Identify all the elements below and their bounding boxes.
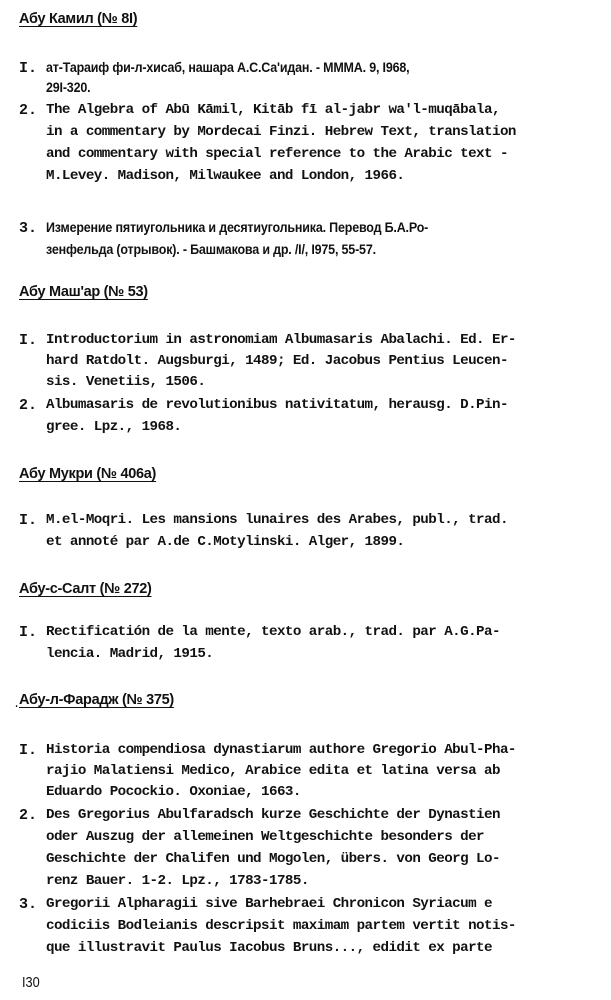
section-heading: Абу Камил (№ 8I) xyxy=(19,11,138,27)
entry-line: M.el-Moqri. Les mansions lunaires des Arabes, publ., trad. xyxy=(46,512,508,528)
entry-line: codiciis Bodleianis descripsit maximam partem vertit notis- xyxy=(46,918,516,934)
entry-number: I. xyxy=(19,332,38,349)
section-heading: Абу Маш'ар (№ 53) xyxy=(19,284,148,300)
entry-line: Albumasaris de revolutionibus nativitatum, herausg. D.Pin- xyxy=(46,397,508,413)
entry-line: Rectificatión de la mente, texto arab., trad. par A.G.Pa- xyxy=(46,624,500,640)
entry-line: Geschichte der Chalifen und Mogolen, übers. von Georg Lo- xyxy=(46,851,500,867)
stray-mark: . xyxy=(13,697,21,711)
entry-number: 2. xyxy=(19,397,38,414)
entry-line: Gregorii Alpharagii sive Barhebraei Chronicon Syriacum e xyxy=(46,896,492,912)
entry-line: in a commentary by Mordecai Finzi. Hebrew Text, translation xyxy=(46,124,516,140)
section-heading: Абу-с-Салт (№ 272) xyxy=(19,581,152,597)
entry-line: gree. Lpz., 1968. xyxy=(46,419,182,435)
entry-line: The Algebra of Abū Kāmil, Kitāb fī al-jabr wa'l-muqābala, xyxy=(46,102,500,118)
entry-line: que illustravit Paulus Iacobus Bruns..., edidit ex parte xyxy=(46,940,492,956)
entry-line: Introductorium in astronomiam Albumasaris Abalachi. Ed. Er- xyxy=(46,332,516,348)
entry-line: and commentary with special reference to the Arabic text - xyxy=(46,146,508,162)
entry-line: sis. Venetiis, 1506. xyxy=(46,374,206,390)
page-number: I30 xyxy=(22,974,40,991)
entry-line: rajio Malatiensi Medico, Arabice edita et latina versa ab xyxy=(46,763,500,779)
entry-line: Historia compendiosa dynastiarum authore Gregorio Abul-Pha- xyxy=(46,742,516,758)
section-heading: Абу Мукри (№ 406а) xyxy=(19,466,157,482)
entry-number: I. xyxy=(19,60,38,77)
entry-line: 29I-320. xyxy=(46,80,91,96)
entry-line: et annoté par A.de C.Motylinski. Alger, 1899. xyxy=(46,534,405,550)
entry-line: lencia. Madrid, 1915. xyxy=(46,646,214,662)
entry-number: 2. xyxy=(19,807,38,824)
section-heading: Абу-л-Фарадж (№ 375) xyxy=(19,692,174,708)
entry-line: Des Gregorius Abulfaradsch kurze Geschichte der Dynastien xyxy=(46,807,500,823)
entry-number: I. xyxy=(19,512,38,529)
entry-number: I. xyxy=(19,742,38,759)
entry-number: I. xyxy=(19,624,38,641)
entry-line: Измерение пятиугольника и десятиугольника. Перевод Б.А.Ро- xyxy=(46,220,429,236)
entry-line: renz Bauer. 1-2. Lpz., 1783-1785. xyxy=(46,873,309,889)
entry-line: oder Auszug der allemeinen Weltgeschichte besonders der xyxy=(46,829,485,845)
entry-line: зенфельда (отрывок). - Башмакова и др. /I/, I975, 55-57. xyxy=(46,242,376,258)
entry-line: ат-Тараиф фи-л-хисаб, нашара А.С.Са'идан. - МММА. 9, I968, xyxy=(46,60,410,76)
entry-line: hard Ratdolt. Augsburgi, 1489; Ed. Jacobus Pentius Leucen- xyxy=(46,353,508,369)
entry-line: M.Levey. Madison, Milwaukee and London, 1966. xyxy=(46,168,405,184)
entry-number: 3. xyxy=(19,220,38,237)
entry-number: 3. xyxy=(19,896,38,913)
entry-line: Eduardo Pocockio. Oxoniae, 1663. xyxy=(46,784,301,800)
entry-number: 2. xyxy=(19,102,38,119)
